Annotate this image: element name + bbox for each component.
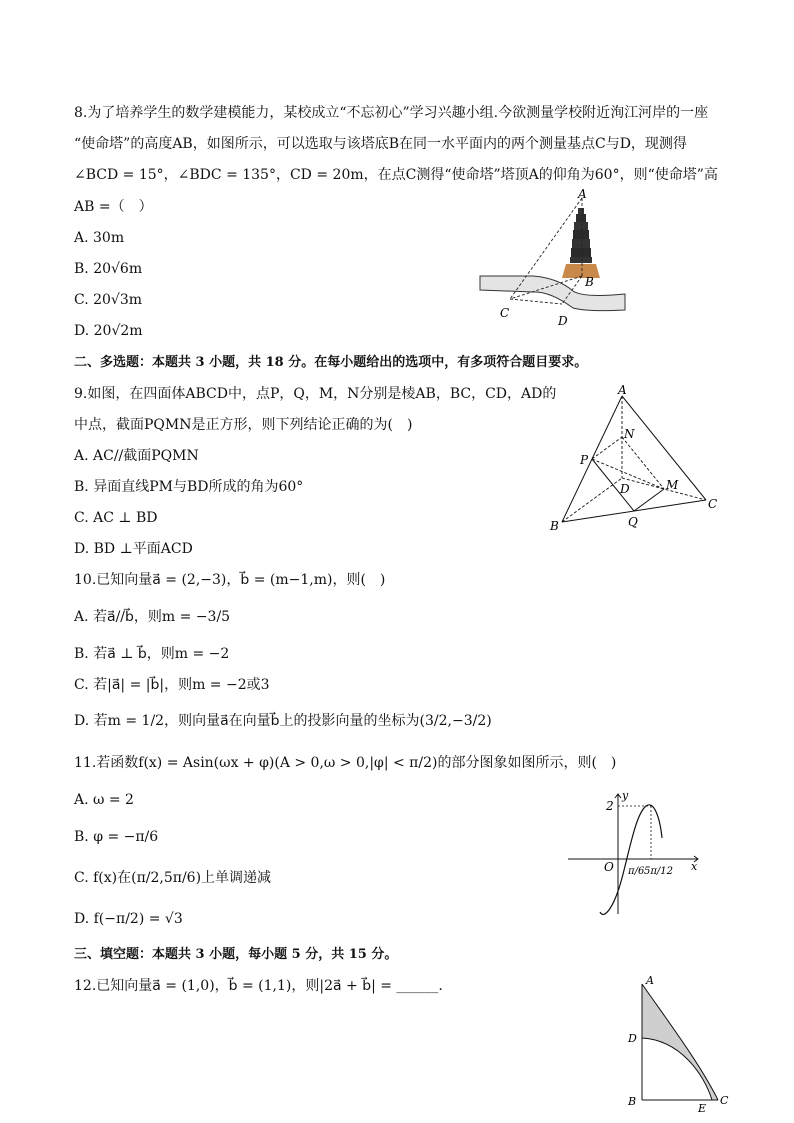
q11-option-a: A. ω = 2 — [74, 792, 134, 808]
q9-tetrahedron-figure — [540, 382, 730, 534]
q8-line-4: AB =（ ） — [74, 199, 153, 215]
q10-stem: 10.已知向量a⃗ = (2,−3)，b⃗ = (m−1,m)，则( ) — [74, 572, 386, 588]
q12-label-e: E — [698, 1102, 707, 1115]
q9-label-b: B — [550, 519, 559, 533]
q8-option-c: C. 20√3m — [74, 292, 143, 308]
q8-line-1: 8.为了培养学生的数学建模能力，某校成立“不忘初心”学习兴趣小组.今欲测量学校附近洵江河岸的一座 — [74, 105, 709, 121]
section-2-header: 二、多选题：本题共 3 小题，共 18 分。在每小题给出的选项中，有多项符合题目要求。 — [74, 355, 588, 370]
q8-label-b: B — [585, 275, 594, 289]
pagoda-icon — [562, 208, 600, 278]
q11-option-c: C. f(x)在(π/2,5π/6)上单调递减 — [74, 870, 272, 886]
q12-label-a: A — [646, 974, 654, 987]
q8-tower-figure — [478, 186, 628, 331]
q8-label-a: A — [578, 187, 587, 201]
q10-option-b: B. 若a⃗ ⊥ b⃗，则m = −2 — [74, 646, 230, 662]
q11-label-origin: O — [604, 860, 614, 874]
q9-label-m: M — [666, 478, 679, 492]
q9-label-d: D — [620, 482, 630, 496]
q8-label-d: D — [558, 314, 568, 328]
q8-line-3: ∠BCD = 15°，∠BDC = 135°，CD = 20m，在点C测得“使命塔”塔顶A的仰角为60°，则“使命塔”高 — [74, 167, 718, 183]
q11-option-d: D. f(−π/2) = √3 — [74, 911, 183, 927]
q11-label-5pi-12: 5π/12 — [644, 866, 674, 877]
q9-option-c: C. AC ⊥ BD — [74, 510, 158, 526]
q9-line-2: 中点，截面PQMN是正方形，则下列结论正确的为( ) — [74, 417, 413, 433]
q12-stem: 12.已知向量a⃗ = (1,0)，b⃗ = (1,1)，则|2a⃗ + b⃗| = ______. — [74, 978, 443, 994]
q10-option-a: A. 若a⃗//b⃗，则m = −3/5 — [74, 609, 231, 625]
q9-label-n: N — [624, 427, 635, 441]
q9-line-1: 9.如图，在四面体ABCD中，点P，Q，M，N分别是棱AB，BC，CD，AD的 — [74, 386, 557, 402]
q10-option-d: D. 若m = 1/2，则向量a⃗在向量b⃗上的投影向量的坐标为(3/2,−3/2) — [74, 713, 492, 729]
q9-option-d: D. BD ⊥平面ACD — [74, 541, 193, 557]
section-3-header: 三、填空题：本题共 3 小题，每小题 5 分，共 15 分。 — [74, 947, 398, 962]
q11-label-y: y — [622, 789, 629, 802]
q12-shaded-region-figure — [620, 964, 732, 1116]
q8-option-b: B. 20√6m — [74, 261, 143, 277]
q10-option-c: C. 若|a⃗| = |b⃗|，则m = −2或3 — [74, 677, 270, 693]
q11-stem: 11.若函数f(x) = Asin(ωx + φ)(A > 0,ω > 0,|φ| < π/2)的部分图象如图所示，则( ) — [74, 755, 617, 771]
q8-option-d: D. 20√2m — [74, 323, 143, 339]
q11-label-x: x — [691, 860, 698, 873]
q9-label-a: A — [618, 383, 627, 397]
q12-label-c: C — [720, 1094, 729, 1107]
q8-line-2: “使命塔”的高度AB，如图所示，可以选取与该塔底B在同一水平面内的两个测量基点C与D，现测得 — [74, 136, 687, 152]
q11-label-pi-6: π/6 — [628, 866, 645, 877]
q9-option-b: B. 异面直线PM与BD所成的角为60° — [74, 479, 304, 495]
q11-option-b: B. φ = −π/6 — [74, 829, 159, 845]
q9-option-a: A. AC//截面PQMN — [74, 448, 199, 464]
q12-label-d: D — [628, 1032, 637, 1045]
q11-label-peak: 2 — [606, 799, 614, 813]
q9-label-p: P — [580, 453, 589, 467]
q8-label-c: C — [500, 306, 510, 320]
q11-sine-graph-figure — [566, 788, 706, 920]
q9-label-q: Q — [628, 515, 638, 529]
q8-option-a: A. 30m — [74, 230, 125, 246]
q12-label-b: B — [628, 1095, 637, 1108]
q9-label-c: C — [708, 497, 718, 511]
